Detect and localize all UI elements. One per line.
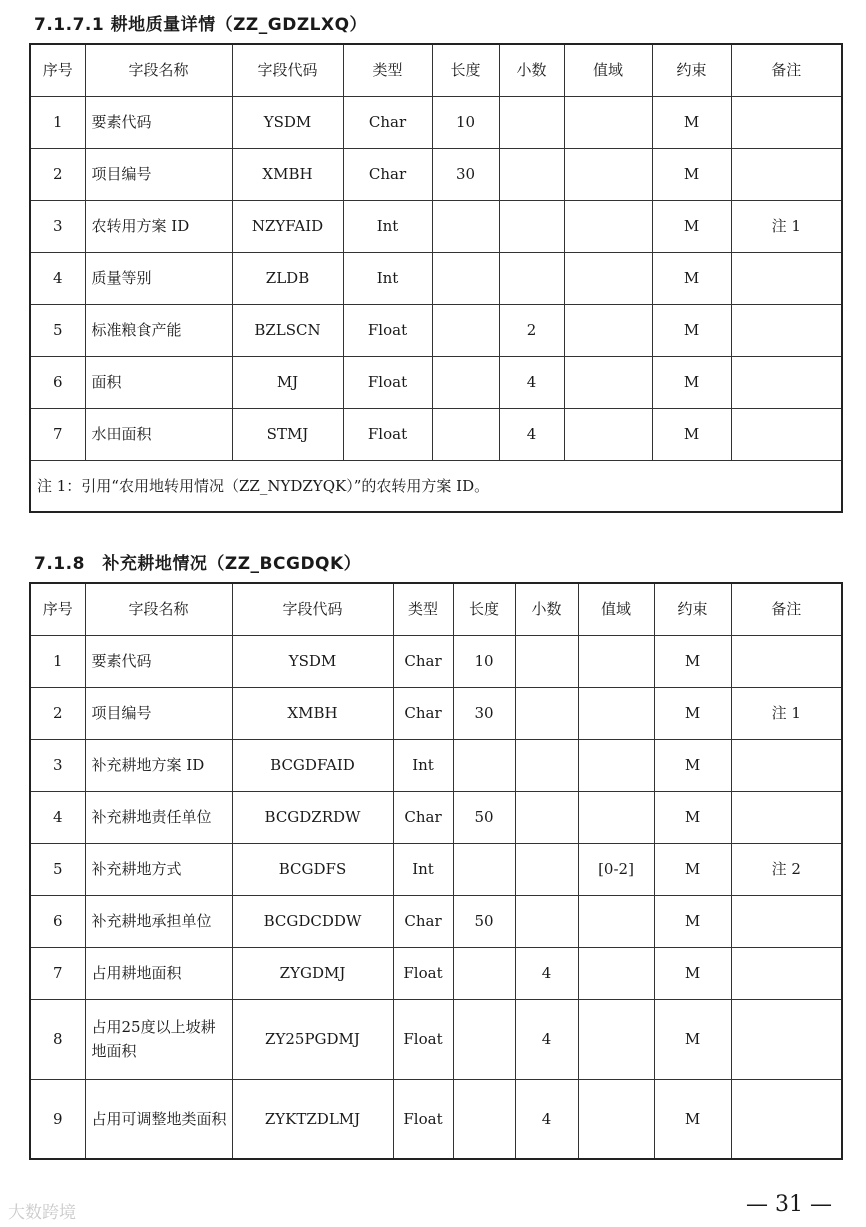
cell-decimal — [515, 635, 578, 687]
cell-field-name: 补充耕地方案 ID — [85, 739, 232, 791]
cell-field-code: MJ — [232, 356, 343, 408]
cell-length — [432, 304, 499, 356]
col-header-length: 长度 — [432, 44, 499, 96]
cell-constraint: M — [654, 895, 731, 947]
cell-length — [453, 1079, 515, 1159]
table-row — [30, 148, 842, 200]
cell-field-name: 要素代码 — [85, 96, 232, 148]
cell-remark — [731, 96, 842, 148]
cell-field-code: ZLDB — [232, 252, 343, 304]
cell-seq: 4 — [30, 791, 85, 843]
cell-field-name: 占用25度以上坡耕地面积 — [85, 999, 232, 1079]
col-header-seq: 序号 — [30, 583, 85, 635]
cell-remark: 注 1 — [731, 200, 842, 252]
cell-decimal: 2 — [499, 304, 564, 356]
cell-decimal: 4 — [515, 1079, 578, 1159]
col-header-constraint: 约束 — [654, 583, 731, 635]
cell-type: Int — [393, 739, 453, 791]
cell-length — [453, 947, 515, 999]
cell-type: Float — [343, 304, 432, 356]
cell-seq: 7 — [30, 408, 85, 460]
cell-constraint: M — [652, 408, 731, 460]
table-row — [30, 635, 842, 687]
cell-remark — [731, 791, 842, 843]
section-heading-2: 7.1.8 补充耕地情况（ZZ_BCGDQK） — [34, 554, 362, 574]
cell-domain — [578, 739, 654, 791]
col-header-domain: 值域 — [564, 44, 652, 96]
col-header-field-name: 字段名称 — [85, 44, 232, 96]
cell-field-code: YSDM — [232, 96, 343, 148]
cell-length: 30 — [453, 687, 515, 739]
table-row — [30, 252, 842, 304]
cell-field-name: 补充耕地承担单位 — [85, 895, 232, 947]
cell-field-code: STMJ — [232, 408, 343, 460]
cell-remark — [731, 356, 842, 408]
cell-constraint: M — [654, 843, 731, 895]
cell-type: Int — [393, 843, 453, 895]
cell-domain — [564, 96, 652, 148]
cell-constraint: M — [652, 252, 731, 304]
cell-domain — [578, 791, 654, 843]
cell-field-name: 质量等别 — [85, 252, 232, 304]
section-heading-1: 7.1.7.1 耕地质量详情（ZZ_GDZLXQ） — [34, 15, 368, 35]
cell-seq: 3 — [30, 739, 85, 791]
cell-seq: 9 — [30, 1079, 85, 1159]
table-row — [30, 895, 842, 947]
page-number: — 31 — — [746, 1192, 832, 1217]
cell-field-name: 补充耕地方式 — [85, 843, 232, 895]
cell-type: Char — [393, 791, 453, 843]
cell-decimal — [499, 200, 564, 252]
cell-remark — [731, 148, 842, 200]
cell-seq: 5 — [30, 843, 85, 895]
table-row — [30, 947, 842, 999]
cell-domain — [564, 148, 652, 200]
cell-length — [453, 999, 515, 1079]
cell-domain — [578, 895, 654, 947]
cell-type: Char — [343, 96, 432, 148]
cell-domain — [564, 200, 652, 252]
cell-constraint: M — [652, 304, 731, 356]
cell-seq: 8 — [30, 999, 85, 1079]
table-row — [30, 843, 842, 895]
table-note-row — [30, 460, 842, 512]
cell-field-name: 占用耕地面积 — [85, 947, 232, 999]
col-header-type: 类型 — [393, 583, 453, 635]
cell-decimal — [499, 148, 564, 200]
cell-seq: 4 — [30, 252, 85, 304]
cell-remark — [731, 895, 842, 947]
cell-domain — [564, 304, 652, 356]
cell-domain — [578, 635, 654, 687]
col-header-remark: 备注 — [731, 583, 842, 635]
cell-seq: 1 — [30, 635, 85, 687]
cell-type: Char — [393, 635, 453, 687]
cell-domain — [578, 1079, 654, 1159]
cell-length: 10 — [432, 96, 499, 148]
col-header-seq: 序号 — [30, 44, 85, 96]
cell-seq: 6 — [30, 356, 85, 408]
cell-decimal — [515, 895, 578, 947]
cell-length: 50 — [453, 895, 515, 947]
cell-field-name: 面积 — [85, 356, 232, 408]
cell-length — [432, 408, 499, 460]
cell-length — [432, 252, 499, 304]
cell-constraint: M — [652, 148, 731, 200]
col-header-length: 长度 — [453, 583, 515, 635]
cell-field-code: ZY25PGDMJ — [232, 999, 393, 1079]
col-header-decimal: 小数 — [499, 44, 564, 96]
cell-field-code: BCGDCDDW — [232, 895, 393, 947]
table-header-row — [30, 44, 842, 96]
cell-field-name: 项目编号 — [85, 148, 232, 200]
table-row — [30, 1079, 842, 1159]
cell-field-code: BCGDFAID — [232, 739, 393, 791]
cell-field-code: BZLSCN — [232, 304, 343, 356]
cell-constraint: M — [654, 1079, 731, 1159]
cell-decimal — [515, 843, 578, 895]
cell-remark — [731, 999, 842, 1079]
cell-field-code: BCGDFS — [232, 843, 393, 895]
cell-decimal: 4 — [515, 999, 578, 1079]
cell-constraint: M — [654, 791, 731, 843]
col-header-domain: 值域 — [578, 583, 654, 635]
cell-decimal: 4 — [499, 408, 564, 460]
col-header-field-code: 字段代码 — [232, 44, 343, 96]
table-row — [30, 739, 842, 791]
cell-remark — [731, 635, 842, 687]
cell-type: Float — [343, 408, 432, 460]
cell-length: 10 — [453, 635, 515, 687]
cell-constraint: M — [652, 200, 731, 252]
cell-length — [432, 200, 499, 252]
col-header-remark: 备注 — [731, 44, 842, 96]
cell-domain — [564, 408, 652, 460]
cell-type: Float — [393, 999, 453, 1079]
cell-constraint: M — [652, 96, 731, 148]
cell-domain — [578, 687, 654, 739]
field-table-gdzlxq — [29, 43, 843, 513]
cell-domain: [0-2] — [578, 843, 654, 895]
cell-field-name: 水田面积 — [85, 408, 232, 460]
table-row — [30, 200, 842, 252]
cell-length — [432, 356, 499, 408]
cell-field-name: 要素代码 — [85, 635, 232, 687]
cell-field-name: 补充耕地责任单位 — [85, 791, 232, 843]
cell-type: Char — [343, 148, 432, 200]
cell-decimal: 4 — [515, 947, 578, 999]
cell-field-code: XMBH — [232, 148, 343, 200]
col-header-constraint: 约束 — [652, 44, 731, 96]
col-header-field-code: 字段代码 — [232, 583, 393, 635]
cell-field-name: 项目编号 — [85, 687, 232, 739]
cell-decimal — [515, 791, 578, 843]
cell-remark — [731, 739, 842, 791]
cell-constraint: M — [654, 687, 731, 739]
cell-seq: 2 — [30, 148, 85, 200]
cell-field-code: BCGDZRDW — [232, 791, 393, 843]
cell-length — [453, 739, 515, 791]
cell-remark — [731, 408, 842, 460]
cell-remark — [731, 252, 842, 304]
cell-seq: 5 — [30, 304, 85, 356]
cell-domain — [564, 356, 652, 408]
cell-decimal — [499, 252, 564, 304]
cell-type: Int — [343, 252, 432, 304]
cell-constraint: M — [654, 999, 731, 1079]
cell-seq: 7 — [30, 947, 85, 999]
cell-type: Float — [343, 356, 432, 408]
cell-decimal — [515, 739, 578, 791]
cell-constraint: M — [652, 356, 731, 408]
col-header-field-name: 字段名称 — [85, 583, 232, 635]
cell-type: Float — [393, 947, 453, 999]
cell-type: Int — [343, 200, 432, 252]
cell-field-code: NZYFAID — [232, 200, 343, 252]
table-row — [30, 304, 842, 356]
cell-decimal: 4 — [499, 356, 564, 408]
cell-constraint: M — [654, 947, 731, 999]
cell-length — [453, 843, 515, 895]
table-note: 注 1：引用“农用地转用情况（ZZ_NYDZYQK）”的农转用方案 ID。 — [30, 460, 842, 512]
watermark-logo: 大数跨境 — [8, 1203, 76, 1223]
col-header-type: 类型 — [343, 44, 432, 96]
cell-type: Char — [393, 895, 453, 947]
cell-seq: 3 — [30, 200, 85, 252]
cell-remark: 注 2 — [731, 843, 842, 895]
cell-domain — [564, 252, 652, 304]
cell-length: 30 — [432, 148, 499, 200]
cell-decimal — [515, 687, 578, 739]
cell-field-name: 标准粮食产能 — [85, 304, 232, 356]
cell-field-name: 占用可调整地类面积 — [85, 1079, 232, 1159]
cell-seq: 6 — [30, 895, 85, 947]
cell-field-code: ZYGDMJ — [232, 947, 393, 999]
cell-remark: 注 1 — [731, 687, 842, 739]
table-row — [30, 791, 842, 843]
field-table-bcgdqk — [29, 582, 843, 1160]
cell-seq: 1 — [30, 96, 85, 148]
cell-field-name: 农转用方案 ID — [85, 200, 232, 252]
cell-constraint: M — [654, 635, 731, 687]
table-row — [30, 687, 842, 739]
table-row — [30, 999, 842, 1079]
col-header-decimal: 小数 — [515, 583, 578, 635]
cell-length: 50 — [453, 791, 515, 843]
cell-domain — [578, 947, 654, 999]
table-row — [30, 408, 842, 460]
cell-seq: 2 — [30, 687, 85, 739]
table-header-row — [30, 583, 842, 635]
cell-field-code: YSDM — [232, 635, 393, 687]
cell-type: Char — [393, 687, 453, 739]
cell-field-code: XMBH — [232, 687, 393, 739]
table-row — [30, 96, 842, 148]
table-row — [30, 356, 842, 408]
cell-domain — [578, 999, 654, 1079]
cell-remark — [731, 1079, 842, 1159]
cell-field-code: ZYKTZDLMJ — [232, 1079, 393, 1159]
cell-type: Float — [393, 1079, 453, 1159]
cell-constraint: M — [654, 739, 731, 791]
cell-remark — [731, 947, 842, 999]
cell-decimal — [499, 96, 564, 148]
cell-remark — [731, 304, 842, 356]
